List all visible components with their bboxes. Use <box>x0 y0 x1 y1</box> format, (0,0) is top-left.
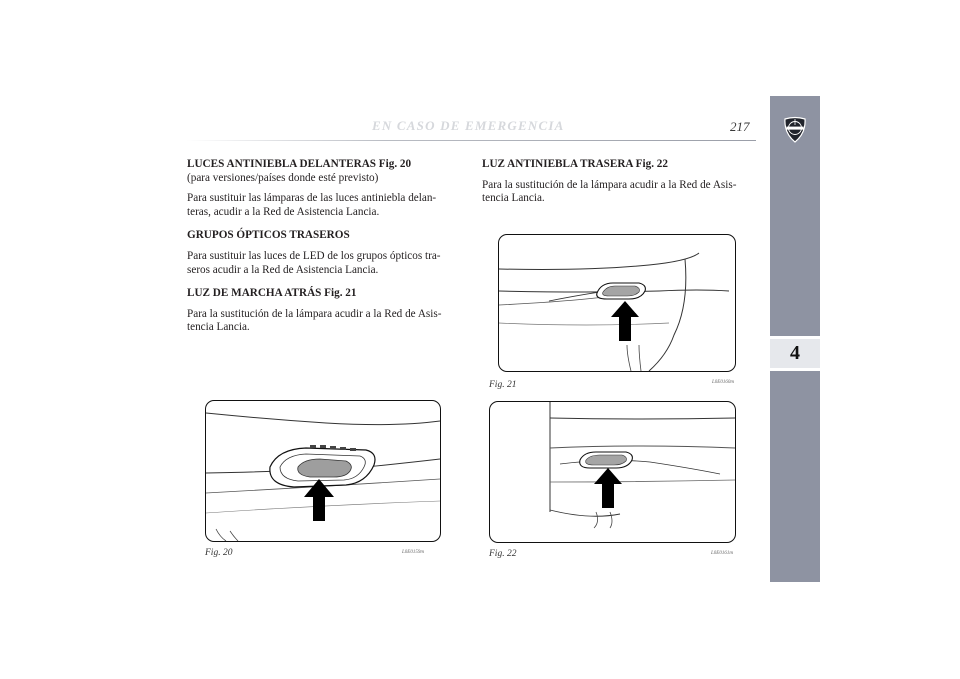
section-title: EN CASO DE EMERGENCIA <box>372 118 565 133</box>
chapter-box <box>770 339 820 368</box>
rear-fog-text: Para la sustitución de la lámpara acudir a la Red de Asis- <box>482 178 737 191</box>
front-fog-text: teras, acudir a la Red de Asistencia Lancia. <box>187 205 380 218</box>
figure-frame <box>205 400 441 542</box>
front-fog-subtitle: (para versiones/países donde esté previsto) <box>187 171 379 184</box>
reverse-light-illustration <box>499 235 735 371</box>
rear-units-text: seros acudir a la Red de Asistencia Lancia. <box>187 263 379 276</box>
front-fog-lamp-illustration <box>206 401 440 541</box>
chapter-number: 4 <box>790 342 800 364</box>
rear-fog-lamp-illustration <box>490 402 735 542</box>
figure-caption: Fig. 22 <box>489 549 517 559</box>
heading-front-fog: LUCES ANTINIEBLA DELANTERAS Fig. 20 <box>187 158 412 170</box>
figure-20 <box>205 400 443 568</box>
lancia-shield-icon <box>782 116 808 144</box>
figure-code: L0E0159m <box>402 550 424 555</box>
figure-caption: Fig. 20 <box>205 548 233 558</box>
figure-code: L0E0160m <box>712 380 734 385</box>
front-fog-text: Para sustituir las lámparas de las luces antiniebla delan- <box>187 192 437 205</box>
figure-frame <box>489 401 736 543</box>
figure-frame <box>498 234 736 372</box>
arrow-up-icon <box>594 468 622 508</box>
tab-divider <box>770 368 820 371</box>
heading-reverse-light: LUZ DE MARCHA ATRÁS Fig. 21 <box>187 287 357 300</box>
left-column <box>187 158 462 335</box>
figure-22 <box>489 401 739 569</box>
chapter-side-tab <box>770 96 820 582</box>
rear-units-text: Para sustituir las luces de LED de los grupos ópticos tra- <box>187 249 441 262</box>
figure-21 <box>489 234 738 394</box>
figure-code: L0E0161m <box>711 551 733 556</box>
rear-fog-text: tencia Lancia. <box>482 192 545 205</box>
reverse-light-text: tencia Lancia. <box>187 321 250 334</box>
header-rule <box>186 140 756 141</box>
arrow-up-icon <box>611 301 639 341</box>
right-column <box>482 158 757 206</box>
reverse-light-text: Para la sustitución de la lámpara acudir a la Red de Asis- <box>187 307 442 320</box>
figure-caption: Fig. 21 <box>489 380 517 390</box>
page-number: 217 <box>730 119 750 134</box>
heading-rear-fog: LUZ ANTINIEBLA TRASERA Fig. 22 <box>482 158 668 170</box>
heading-rear-units: GRUPOS ÓPTICOS TRASEROS <box>187 229 350 242</box>
